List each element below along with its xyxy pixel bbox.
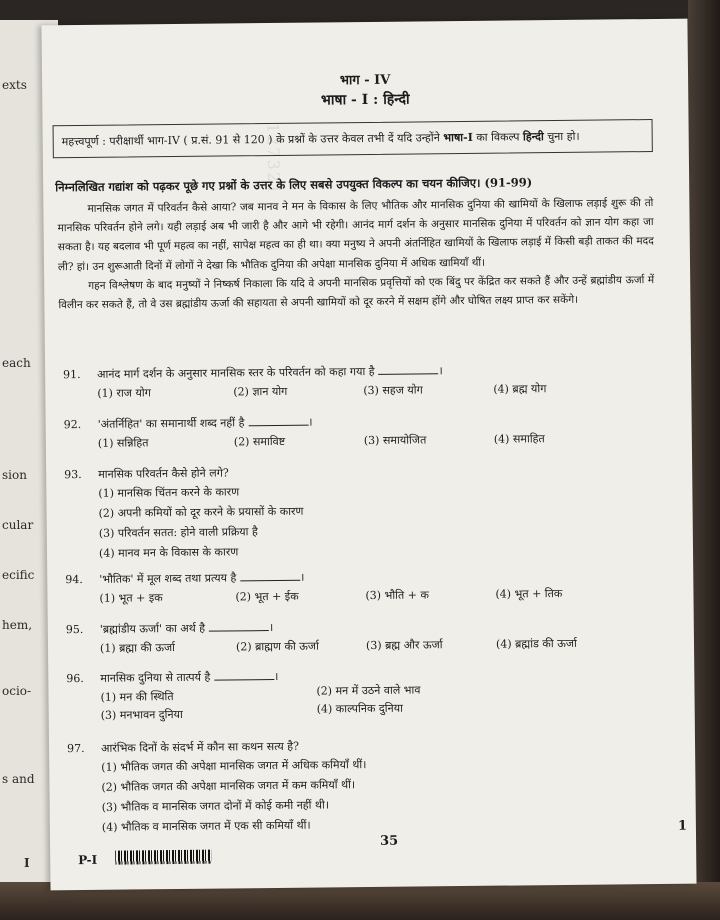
- option[interactable]: (3) सहज योग: [363, 383, 423, 398]
- watermark: 127321: [263, 122, 284, 197]
- option[interactable]: (1) भूत + इक: [99, 591, 163, 605]
- answer-blank: [240, 570, 300, 582]
- option[interactable]: (4) ब्रह्मांड की ऊर्जा: [495, 636, 577, 651]
- booklet-code: P-I: [78, 852, 98, 868]
- side-number: 1: [677, 818, 688, 834]
- left-fragment: s and: [2, 772, 35, 786]
- answer-blank: [214, 669, 274, 681]
- option[interactable]: (3) भौति + क: [365, 588, 429, 603]
- option[interactable]: (1) मानसिक चिंतन करने के कारण: [98, 485, 240, 500]
- option[interactable]: (3) मनभावन दुनिया: [100, 707, 183, 722]
- passage: [57, 194, 654, 315]
- option[interactable]: (4) समाहित: [493, 432, 545, 446]
- option[interactable]: (4) भौतिक व मानसिक जगत में एक सी कमियाँ थीं।: [101, 818, 311, 834]
- option[interactable]: (4) ब्रह्म योग: [493, 382, 547, 396]
- question-number: 95.: [65, 623, 84, 637]
- question-92: [64, 411, 654, 452]
- question-number: 92.: [63, 418, 82, 432]
- important-notice: [53, 119, 653, 158]
- notice-label: महत्त्वपूर्ण :: [61, 134, 106, 149]
- question-number: 97.: [66, 741, 85, 756]
- page-number: 35: [379, 833, 399, 849]
- left-fragment: each: [2, 356, 31, 370]
- option[interactable]: (4) भूत + तिक: [495, 586, 563, 601]
- question-number: 93.: [64, 468, 82, 482]
- question-number: 94.: [65, 573, 83, 587]
- question-91: [63, 361, 653, 402]
- option[interactable]: (3) ब्रह्म और ऊर्जा: [365, 638, 443, 653]
- left-fragment: ecific: [2, 568, 35, 582]
- part-heading: भाग - IV: [339, 72, 391, 89]
- passage-paragraph: मानसिक जगत में परिवर्तन कैसे आया? जब मानव ने मन के विकास के लिए भौतिक और मानसिक दुनिया की खामियों के खिलाफ लड़ाई शुरू की तो मानसिक परिवर्तन होने लगे। यही लड़ाई अब भी जारी है और आगे भी रहेगी। आनंद मार्ग दर्शन के अनुसार मानसिक दुनिया में परिवर्तन को ज्ञान योग कहा जा सकता है। यह बदलाव भी पूर्ण महत्व का नहीं, सापेक्ष महत्व का ही था। क्या मनुष्य ने अपनी अंतर्निहित खामियों के खिलाफ लड़ाई में किसी बड़ी ताकत की मदद ली? हां। उन शुरूआती दिनों में लोगों ने देखा कि भौतिक दुनिया की अपेक्षा मानसिक दुनिया में अधिक खामियाँ थीं।: [57, 197, 654, 273]
- subject-heading: भाषा - I : हिन्दी: [320, 91, 410, 109]
- answer-blank: [248, 415, 308, 427]
- question-tail: ।: [300, 570, 305, 584]
- question-93: [64, 461, 655, 564]
- question-tail: ।: [269, 621, 274, 635]
- option[interactable]: (1) मन की स्थिति: [100, 690, 174, 704]
- question-tail: ।: [308, 415, 313, 429]
- option[interactable]: (4) काल्पनिक दुनिया: [316, 701, 403, 716]
- option[interactable]: (2) ब्राह्मण की ऊर्जा: [235, 639, 319, 654]
- left-fragment: cular: [2, 518, 34, 532]
- left-fragment: exts: [2, 78, 27, 92]
- option[interactable]: (2) मन में उठने वाले भाव: [316, 683, 421, 698]
- left-fragment: ocio-: [2, 684, 32, 698]
- left-fragment: hem,: [2, 618, 33, 632]
- option[interactable]: (4) मानव मन के विकास के कारण: [98, 545, 239, 560]
- answer-blank: [209, 620, 269, 632]
- option[interactable]: (1) ब्रह्मा की ऊर्जा: [99, 641, 176, 655]
- option[interactable]: (1) भौतिक जगत की अपेक्षा मानसिक जगत में अधिक कमियाँ थीं।: [101, 758, 367, 774]
- left-fragment: I: [24, 856, 30, 870]
- question-95: [66, 616, 656, 657]
- option[interactable]: (1) राज योग: [97, 386, 151, 400]
- question-number: 91.: [63, 368, 81, 382]
- question-text: आनंद मार्ग दर्शन के अनुसार मानसिक स्तर के परिवर्तन को कहा गया है: [97, 364, 375, 381]
- notice-bold-2: हिन्दी: [522, 130, 544, 144]
- option[interactable]: (3) समायोजित: [363, 433, 427, 448]
- option[interactable]: (2) ज्ञान योग: [233, 384, 288, 399]
- barcode: [115, 850, 211, 865]
- answer-blank: [379, 363, 439, 375]
- question-96: [66, 665, 657, 726]
- exam-page: [41, 19, 696, 891]
- question-text: आरंभिक दिनों के संदर्भ में कौन सा कथन सत्य है?: [100, 739, 300, 755]
- passage-paragraph: गहन विश्लेषण के बाद मनुष्यों ने निष्कर्ष निकाला कि यदि वे अपनी मानसिक प्रवृत्तियों को एक बिंदु पर केंद्रित कर सकते हैं और उन्हें ब्रह्मांडीय ऊर्जा में विलीन कर सकते हैं, तो वे उस ब्रह्मांडीय ऊर्जा की सहायता से अपनी खामियों को दूर करने में सक्षम होंगे और घोषित लक्ष्य प्राप्त कर सकेंगे।: [58, 273, 655, 312]
- question-text: 'अंतर्निहित' का समानार्थी शब्द नहीं है: [97, 416, 245, 431]
- instruction: निम्नलिखित गद्यांश को पढ़कर पूछे गए प्रश्नों के उत्तर के लिए सबसे उपयुक्त विकल्प का चयन कीजिए। (91-99): [55, 175, 533, 195]
- notice-text-2: का विकल्प: [476, 130, 520, 144]
- option[interactable]: (3) भौतिक व मानसिक जगत दोनों में कोई कमी नहीं थी।: [101, 798, 330, 814]
- question-text: मानसिक दुनिया से तात्पर्य है: [100, 670, 211, 685]
- question-text: 'भौतिक' में मूल शब्द तथा प्रत्यय है: [99, 571, 237, 586]
- option[interactable]: (2) भौतिक जगत की अपेक्षा मानसिक जगत में कम कमियाँ थीं।: [101, 778, 356, 794]
- option[interactable]: (3) परिवर्तन सतत: होने वाली प्रक्रिया है: [98, 525, 258, 540]
- notice-text: परीक्षार्थी भाग-IV ( प्र.सं. 91 से 120 ) के प्रश्नों के उत्तर केवल तभी दें यदि उन्होंने: [109, 131, 440, 148]
- option[interactable]: (1) सन्निहित: [97, 436, 149, 450]
- left-fragment: sion: [2, 468, 27, 482]
- question-number: 96.: [66, 671, 84, 686]
- question-text: मानसिक परिवर्तन कैसे होने लगे?: [98, 466, 229, 481]
- option[interactable]: (2) अपनी कमियों को दूर करने के प्रयासों के कारण: [98, 504, 304, 520]
- option[interactable]: (2) समाविष्ट: [233, 434, 286, 449]
- question-tail: ।: [274, 669, 279, 684]
- notice-bold: भाषा-I: [443, 130, 473, 145]
- question-94: [65, 566, 655, 607]
- notice-text-3: चुना हो।: [547, 129, 580, 144]
- option[interactable]: (2) भूत + ईक: [235, 589, 299, 604]
- question-tail: ।: [438, 364, 443, 378]
- question-97: [67, 735, 658, 838]
- question-text: 'ब्रह्मांडीय ऊर्जा' का अर्थ है: [99, 621, 206, 636]
